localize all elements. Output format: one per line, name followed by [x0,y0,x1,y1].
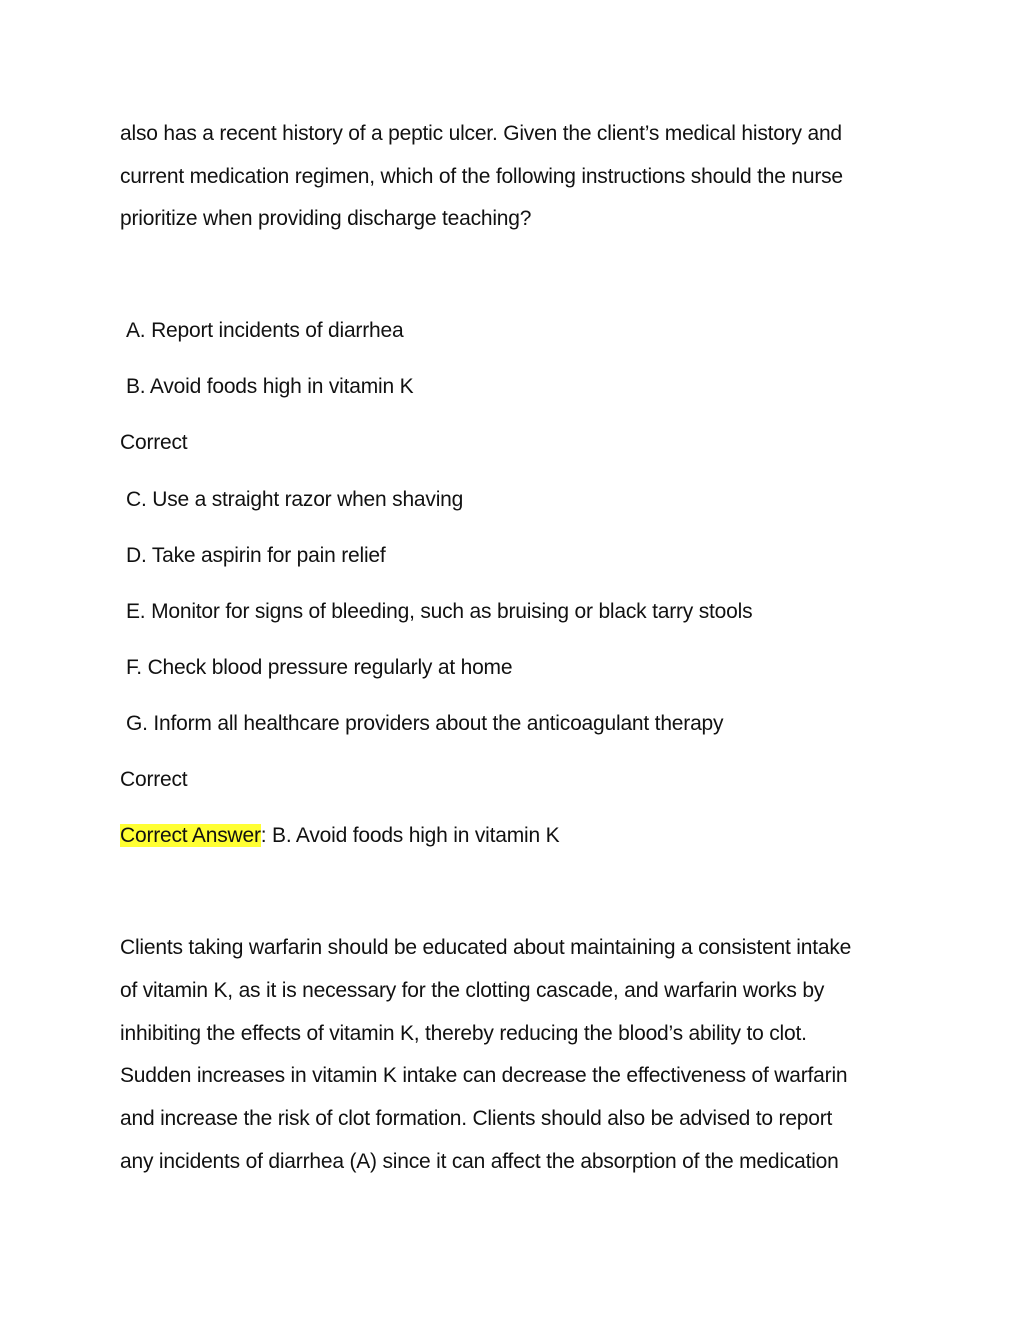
option-g: G. Inform all healthcare providers about the anticoagulant therapy [126,712,724,735]
option-c: C. Use a straight razor when shaving [126,488,464,511]
option-e: E. Monitor for signs of bleeding, such as bruising or black tarry stools [126,600,753,623]
question-line: prioritize when providing discharge teaching? [120,207,532,230]
question-line: also has a recent history of a peptic ulcer. Given the client’s medical history and [120,122,842,145]
explanation-line: inhibiting the effects of vitamin K, thereby reducing the blood’s ability to clot. [120,1022,807,1045]
correct-answer-line [120,823,559,849]
correct-marker: Correct [120,431,188,454]
question-line: current medication regimen, which of the following instructions should the nurse [120,165,843,188]
option-b: B. Avoid foods high in vitamin K [126,375,414,398]
explanation-line: of vitamin K, as it is necessary for the clotting cascade, and warfarin works by [120,979,825,1002]
option-d: D. Take aspirin for pain relief [126,544,386,567]
explanation-line: and increase the risk of clot formation. Clients should also be advised to report [120,1107,833,1130]
option-a: A. Report incidents of diarrhea [126,319,404,342]
explanation-line: Sudden increases in vitamin K intake can decrease the effectiveness of warfarin [120,1064,848,1087]
correct-answer-label: Correct Answer [120,824,261,847]
explanation-line: any incidents of diarrhea (A) since it can affect the absorption of the medication [120,1150,839,1173]
option-f: F. Check blood pressure regularly at home [126,656,513,679]
correct-marker: Correct [120,768,188,791]
correct-answer-text: : B. Avoid foods high in vitamin K [260,824,560,847]
explanation-line: Clients taking warfarin should be educated about maintaining a consistent intake [120,936,852,959]
